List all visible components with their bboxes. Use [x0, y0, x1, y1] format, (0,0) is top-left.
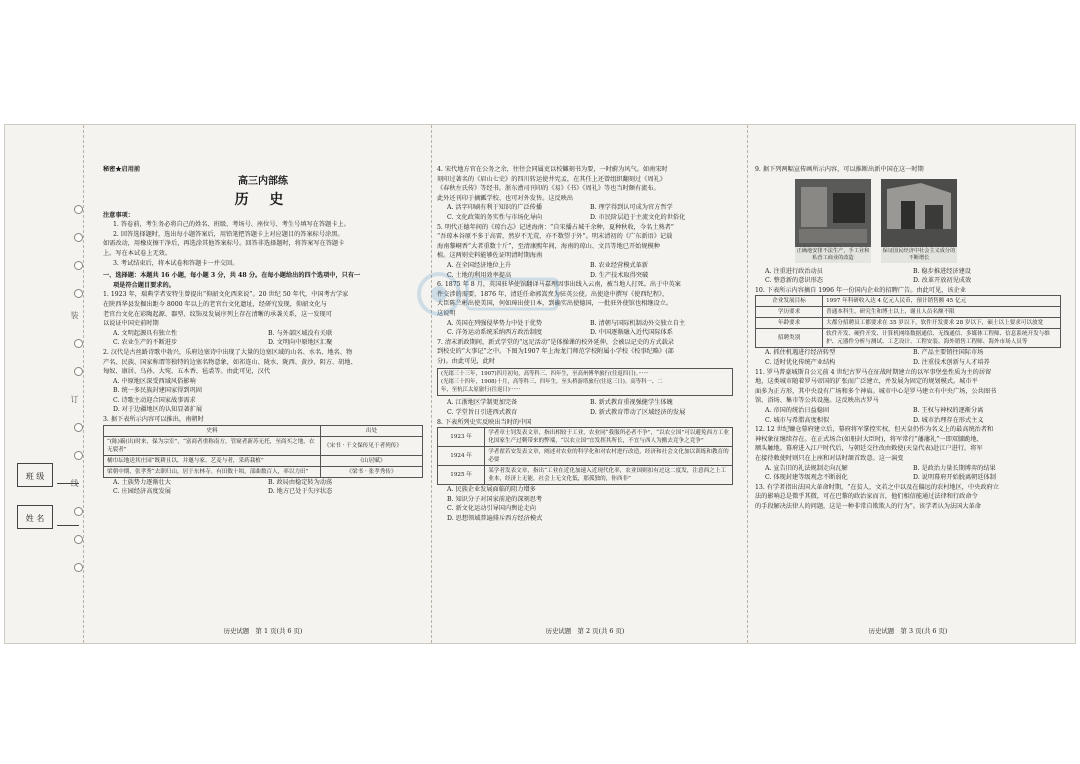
option[interactable]: D. 地方已处于失序状态 [268, 488, 333, 496]
photo-caption: 保证国民经济中社会主义成分的不断增长 [882, 247, 956, 261]
class-line [57, 483, 79, 484]
table-cell: 学历要求 [756, 307, 823, 318]
binding-hole [74, 535, 83, 544]
source-line: (光绪三十三年，1907)四月初旬，高等科三、四年生，至高州傅华旅行(往返四日)。······ [441, 371, 649, 378]
page-footer: 历史试题 第 3 页(共 6 页) [868, 627, 948, 636]
option[interactable]: B. 农业经营模式革新 [590, 261, 648, 269]
option[interactable]: A. 民族企业发展面临的阻力增多 [447, 486, 536, 494]
table-row [756, 318, 1061, 329]
binding-hole [74, 451, 83, 460]
table-cell: “(陈)霸(出)时来，保为宗室”，“富商者重称南方，管窥者新苏无托，至商买之地，衣无裂者” [104, 436, 321, 455]
note-item: 如需改动，用橡皮擦干净后，再选涂其他答案标号。回答非选择题时，将答案写在答题卡 [103, 240, 345, 248]
table-cell: 1923 年 [438, 428, 485, 447]
question-1-line: 老官台文化在彩陶起源、器型、纹饰及发展序列上存在清晰的承袭关系，这一发现可 [103, 310, 332, 318]
question-13-line: 法的影响总是微乎其微，可在巴黎的政治家而言，他们相信能通过法律和行政命令 [755, 493, 978, 501]
question-1-line: 在陕西华县发掘出距今 8000 年以上的老官台文化遗址，经研究发现，仰韶文化与 [103, 300, 327, 308]
question-12-line: 额头触地。幕府进入江户时代后，与朝廷交往改由敕使(天皇代表)赴江户进行，将军 [755, 445, 983, 453]
question-10-table [755, 295, 1061, 348]
table-cell: 《宋书 · 千文保传见于者列传》 [320, 436, 422, 455]
page-3 [755, 125, 1061, 643]
table-cell: 1924 年 [438, 447, 485, 466]
option[interactable]: C. 城市与希腊高度相似 [765, 416, 830, 424]
option[interactable]: A. 注重进行政治动员 [765, 267, 823, 275]
option[interactable]: D. 生产技术取得突破 [590, 271, 649, 279]
binding-word: 装 [70, 311, 79, 319]
option[interactable]: B. 是政治力量长期博弈的结果 [913, 464, 996, 472]
question-11-line: 地，这类城市随着罗马帝国的扩张而广泛建立，并发展为固定的规划模式。城市平 [755, 378, 978, 386]
table-cell: 企业发展目标 [756, 296, 823, 307]
option[interactable]: B. 理学得到认可成为官方哲学 [590, 204, 673, 212]
question-4-line: 4. 宋代地方官在公务之余，往往会同属吏以校雠刻书为要，一时蔚为风气。如南宋时 [437, 166, 668, 173]
option[interactable]: C. 农业生产的不断进步 [113, 339, 178, 347]
option[interactable]: D. 文明向中原地区汇聚 [268, 339, 333, 347]
table-row [756, 307, 1061, 318]
question-6-options [437, 328, 733, 338]
binding-hole [74, 289, 83, 298]
question-9-options [755, 276, 1061, 286]
binding-hole [74, 261, 83, 270]
option[interactable]: B. 统一多民族封建国家得到巩固 [113, 387, 202, 395]
question-1-line: 以说证中国史前时期 [103, 320, 159, 328]
page-2 [437, 125, 733, 643]
name-line [57, 525, 79, 526]
question-8-stem: 8. 下表所列史实反映出当时的中国 [437, 418, 532, 426]
option[interactable]: A. 英国在列强侵华势力中处于优势 [447, 319, 543, 327]
binding-hole [74, 367, 83, 376]
binding-word: 订 [70, 395, 79, 403]
option[interactable]: C. 适时优化传统产业结构 [765, 358, 836, 366]
option[interactable]: C. 诗歌主动迎合国家战事需求 [113, 396, 196, 404]
question-11-options [755, 406, 1061, 416]
question-1-options [103, 338, 423, 348]
question-11-line: 馆、浴场、集市等公共设施。这反映出古罗马 [755, 397, 879, 405]
question-13-line: 13. 有学者指出法国大革命时期，“在贫人，文若之中以及在偏远的农村地区，中央政府立 [755, 483, 999, 491]
question-12-options [755, 473, 1061, 483]
binding-word: 线 [70, 479, 79, 487]
source-line: (光绪三十四年，1908)十月，高等科三、四年生，至头桥游塔旅行(往返三日)。高等科一、二 [441, 379, 663, 386]
option[interactable]: C. 土地的利用效率提高 [447, 271, 512, 279]
question-3-options [103, 478, 423, 488]
question-7-options [437, 398, 733, 408]
page-footer: 历史试题 第 1 页(共 6 页) [223, 627, 303, 636]
table-row [104, 466, 423, 477]
binding-hole [74, 563, 83, 572]
binding-hole [74, 233, 83, 242]
question-11-line: 11. 罗马普豪城斯自公元前 4 世纪古罗马在征战时期建立的以军事堡垒性质为主的居留 [755, 368, 992, 376]
option[interactable]: B. 产品主要销往国际市场 [913, 349, 984, 357]
table-cell: 普通本科生，研究生和博士以上，谢且人员名额不限 [823, 307, 1061, 318]
table-cell: 梁朝中期，张孝秀“去职归山，居于东林寺。有田数十顷，部曲数百人，率以力田” [104, 466, 321, 477]
question-9-stem: 9. 据下列两幅宣传画所示内容，可以推断出新中国在这一时期 [755, 166, 924, 173]
option[interactable]: A. 宣告旧的礼法规制走向瓦解 [765, 464, 848, 472]
option[interactable]: B. 王权与神权的逐渐分离 [913, 406, 984, 414]
question-6-line: 这说明 [437, 309, 456, 317]
option[interactable]: B. 知识分子对国家前途的深刻思考 [447, 495, 543, 503]
option[interactable]: A. 活字印刷有利于知识的广泛传播 [447, 204, 543, 212]
question-3-options [103, 487, 423, 497]
option[interactable]: B. 政局由稳定转为动荡 [268, 478, 333, 486]
table-cell: 桶巾坛地送其庄园“既耕且以，并邀与家。艺麦与者，采药栽植” [104, 455, 321, 466]
question-9-options [755, 267, 1061, 277]
secret-label: 秘密★启用前 [103, 166, 141, 173]
question-6-line: 大臣陈兰彬出使美国，何如璋出使日本，到确实出使德国，一批驻外使馆也相继设立。 [437, 300, 673, 308]
question-11-options [755, 416, 1061, 426]
option[interactable]: A. 帝国的统治日益稳固 [765, 406, 830, 414]
exam-title: 高三内部练 [238, 175, 288, 187]
question-5-line: 植。这两则史料能够佐证明清时期海南 [437, 252, 543, 260]
question-5-line: 海南黎峒香“大者重数十斤”，至清康熙年间，海南的琼山、文昌等地已开始规模种 [437, 242, 660, 250]
option[interactable]: D. 市民阶层趋于主流文化的世俗化 [590, 213, 686, 221]
table-cell: 《山居赋》 [320, 455, 422, 466]
question-13-line: 的手段解决法律人的问题，这是一种非常自欺欺人的行为”。该学者认为法国大革命 [755, 502, 981, 510]
option[interactable]: D. 思想领域普遍排斥西方经济模式 [447, 515, 543, 523]
question-2-line: 匈奴、康居、乌孙、大宛、五木香、毡裘等。由此可见，汉代 [103, 368, 271, 376]
option[interactable]: C. 文化政策的务实性与市场化导向 [447, 213, 543, 221]
question-5-line: 5. 明代正德年间的《琼台志》记述海南：“自宋播占城千余种，夏种秋收，今名土熟者” [437, 223, 674, 231]
question-1-line: 1. 1923 年，瑞典学者安特生曾提出“仰韶文化西来说”。20 世纪 50 年代，中国考古学家 [103, 291, 349, 299]
option[interactable]: C. 新文化运动引导国内舆论走向 [447, 505, 536, 513]
section-title: 一、选择题：本题共 16 小题，每小题 3 分，共 48 分。在每小题给出的四个选项中，只有一 [103, 272, 361, 280]
question-11-line: 面多为正方形，其中央设有广场和多个神庙。城市中心是罗马建立有中央广场，公共图书 [755, 387, 997, 395]
option[interactable]: D. 说明幕府开始脱离朝廷体制 [913, 474, 996, 482]
option[interactable]: D. 城市治理存在形式主义 [913, 416, 984, 424]
note-item: 1. 答卷前，考生务必将自己的姓名、班级、考场号、座位号、考生号填写在答题卡上。 [113, 221, 350, 229]
question-7-options [437, 408, 733, 418]
note-item: 3. 考试结束后，将本试卷和答题卡一并交回。 [113, 259, 239, 267]
notes-title: 注意事项： [103, 211, 134, 219]
option[interactable]: D. 改革开放初见成效 [913, 277, 972, 285]
page-1 [103, 125, 423, 643]
question-4-options [437, 213, 733, 223]
page-footer: 历史试题 第 2 页(共 6 页) [545, 627, 625, 636]
question-9-photos [755, 179, 1061, 263]
binding-hole [74, 205, 83, 214]
table-row [438, 466, 733, 485]
table-header: 史料 [104, 425, 321, 436]
option[interactable]: A. 文明起源具有独立性 [113, 329, 178, 337]
class-label: 班 级 [25, 472, 45, 481]
table-row [438, 447, 733, 466]
propaganda-photo [795, 179, 871, 263]
question-7-line: 到校史的“大事记”之中。下图为1907 年上海龙门师范学校附属小学校《校事纪略》(部 [437, 348, 674, 356]
watermark-logo [417, 265, 567, 323]
question-10-options [755, 358, 1061, 368]
table-row [104, 436, 423, 455]
question-2-line: 产名、民族、国家称谓等独特的边塞名物意象，如祁连山、陇水、陇西、黄沙、阴方、胡地、 [103, 358, 357, 366]
option[interactable]: A. 在全国经济地位上升 [447, 261, 512, 269]
question-3-stem: 3. 据下表所示内容可以推出，南朝时 [103, 416, 204, 424]
table-cell: 大都分招聘员工都要求在 35 岁以下，软件开发要求 28 岁以下，硕士以上要求可以放宽 [823, 318, 1061, 329]
option[interactable]: A. 土族势力逐渐壮大 [113, 478, 171, 486]
question-4-line: 此外还刊印于摘瓤学校、也可对外发售。这反映出 [437, 194, 574, 202]
table-header: 出处 [320, 425, 422, 436]
photo-caption: 正确地安排不法生产，手工业和私营工商业的改造 [796, 247, 870, 261]
table-cell: 招聘类别 [756, 329, 823, 348]
table-row [104, 455, 423, 466]
subject-title: 历 史 [234, 191, 292, 208]
option[interactable]: B. 清朝与国际机制动外交独立自主 [590, 319, 686, 327]
option[interactable]: D. 对于边疆地区的认知显著扩展 [113, 406, 203, 414]
table-cell: 《梁书 · 张孝秀传》 [320, 466, 422, 477]
table-cell: 软件开发、硬件开发、计算机网络数据通信、无线通信、多媒体工程师、信息系统开发与维护、元器件分析与测试、工艺设计、工程安装、海外销售工程师、海外市场人员等 [823, 329, 1061, 348]
source-line: 年，至杭江太原旅行(往返日)······ [441, 387, 521, 394]
binding-hole [74, 339, 83, 348]
option[interactable]: D. 新式教育带动了区域经济的发展 [590, 409, 686, 417]
table-cell: 1925 年 [438, 466, 485, 485]
fold-line [83, 125, 84, 643]
option[interactable]: C. 整意新的意识形态 [765, 277, 823, 285]
option[interactable]: B. 与外部区域没有关联 [268, 329, 333, 337]
question-12-line: 12. 12 世纪镰仓幕府建立后，幕府将军掌控实权，但天皇仍作为名义上的最高统治者和 [755, 426, 994, 434]
question-12-line: 在接待敕使时则只在上座和对话时颔首致意。这一演变 [755, 454, 904, 462]
option[interactable]: C. 庄园经济高度发展 [113, 488, 171, 496]
option[interactable]: D. 中国逐渐融入近代国际体系 [590, 329, 673, 337]
table-cell: 1997 年科研收入达 4 亿元人民币，预计销售额 45 亿元 [823, 296, 1061, 307]
question-4-line: 刻印过著名的《眉山七史》的四川转运使井宪孟，在其任上还曾组织翻刻过《周礼》 [437, 175, 666, 183]
note-item: 2. 回答选择题时，选出每小题答案后，用铅笔把答题卡上对应题目的答案标号涂黑。 [113, 230, 344, 238]
question-6-line: 件交涉的需要，1876 年，清廷任命郭嵩焘为驻英公使。出使途中撰写《使西纪程》， [437, 290, 669, 298]
question-6-line: 6. 1875 年 8 月，英国驻华使馆翻译马嘉理因事出线入云南，被当地人打死。出于中英案 [437, 281, 681, 289]
question-2-line: 2. 汉代是古丝路诗歌中勃兴，乐府边塞诗中出现了大量的边塞区域的山名、水名、地名、物 [103, 348, 353, 356]
section-title-cont: 项是符合题目要求的。 [113, 281, 175, 289]
table-cell: 年龄要求 [756, 318, 823, 329]
question-12-options [755, 464, 1061, 474]
option[interactable]: D. 注重技术创新与人才培养 [913, 358, 990, 366]
question-5-line: “吾琼本谷原不多于高雷，然岁不无荒，亦不数望于外”。明末清初的《广东新语》记载 [437, 233, 673, 241]
option[interactable]: B. 新式教育重视强健学生体魄 [590, 399, 673, 407]
option[interactable]: A. 江浙地区学制更加完备 [447, 399, 518, 407]
question-12-line: 神权象征继续存在。在正式场合(如册封大臣时)，将军常行“藩藩礼”一即双膝跪地、 [755, 435, 983, 443]
question-7-source-box [437, 368, 733, 396]
option[interactable]: C. 学堂旨日引进西式教育 [447, 409, 518, 417]
table-cell: 学者翟若安发表文章，阐述对农业的科学化和对农村进行改造，经济和社会文化加以训练和教育的必要 [485, 447, 733, 466]
question-8-table [437, 427, 733, 485]
question-7-line: 分)。由此可见，此时 [437, 357, 496, 365]
binding-hole [74, 423, 83, 432]
question-10-stem: 10. 下表所示内容摘自 1996 年一份国内企业的招聘广告。由此可见，该企业 [755, 286, 966, 294]
exam-sheet [4, 124, 1076, 644]
option[interactable]: A. 中原地区深受西域风俗影响 [113, 377, 196, 385]
name-label: 姓 名 [25, 514, 45, 523]
binding-hole [74, 507, 83, 516]
option[interactable]: B. 稳步推进经济建设 [913, 267, 971, 275]
propaganda-photo [881, 179, 957, 263]
option[interactable]: C. 体现封建等级观念不断弱化 [765, 474, 848, 482]
question-3-table [103, 425, 423, 478]
question-1-options [103, 329, 423, 339]
question-4-options [437, 203, 733, 213]
table-cell: 某学者发表文章，指出“工业在近化加速入近现代化率，农业国则扣有过这二度发，注意西之上工业本，经济上无能，社会上无文化低，那孤独的，你西非” [485, 466, 733, 485]
option[interactable]: C. 洋务运动系统采纳西方政治制度 [447, 329, 543, 337]
question-10-options [755, 348, 1061, 358]
question-4-line: 《春秋左氏传》等经书。浙东漕司刊印的《易》《书》《周礼》等也当时颇有流布。 [437, 185, 660, 193]
page-divider [431, 125, 432, 643]
table-cell: 学者章士钊发表文章，指出相较于工业，农业同“我服所必者不争”，“以农立国”可以避免西方工业化国家生产过剩带来的弊端，“以农立国”宜发挥其所长，不宜与西人为搬去竞争之竞争” [485, 428, 733, 447]
question-7-line: 7. 清末新政期间，新式学堂的“远足活动”是体操课的校外延伸，会被以记史的方式载录 [437, 338, 674, 346]
note-item: 上。写在本试卷上无效。 [103, 249, 172, 257]
page-divider [747, 125, 748, 643]
table-row [756, 296, 1061, 307]
option[interactable]: A. 抓住机遇进行经济转型 [765, 349, 836, 357]
table-row [756, 329, 1061, 348]
table-row [438, 428, 733, 447]
